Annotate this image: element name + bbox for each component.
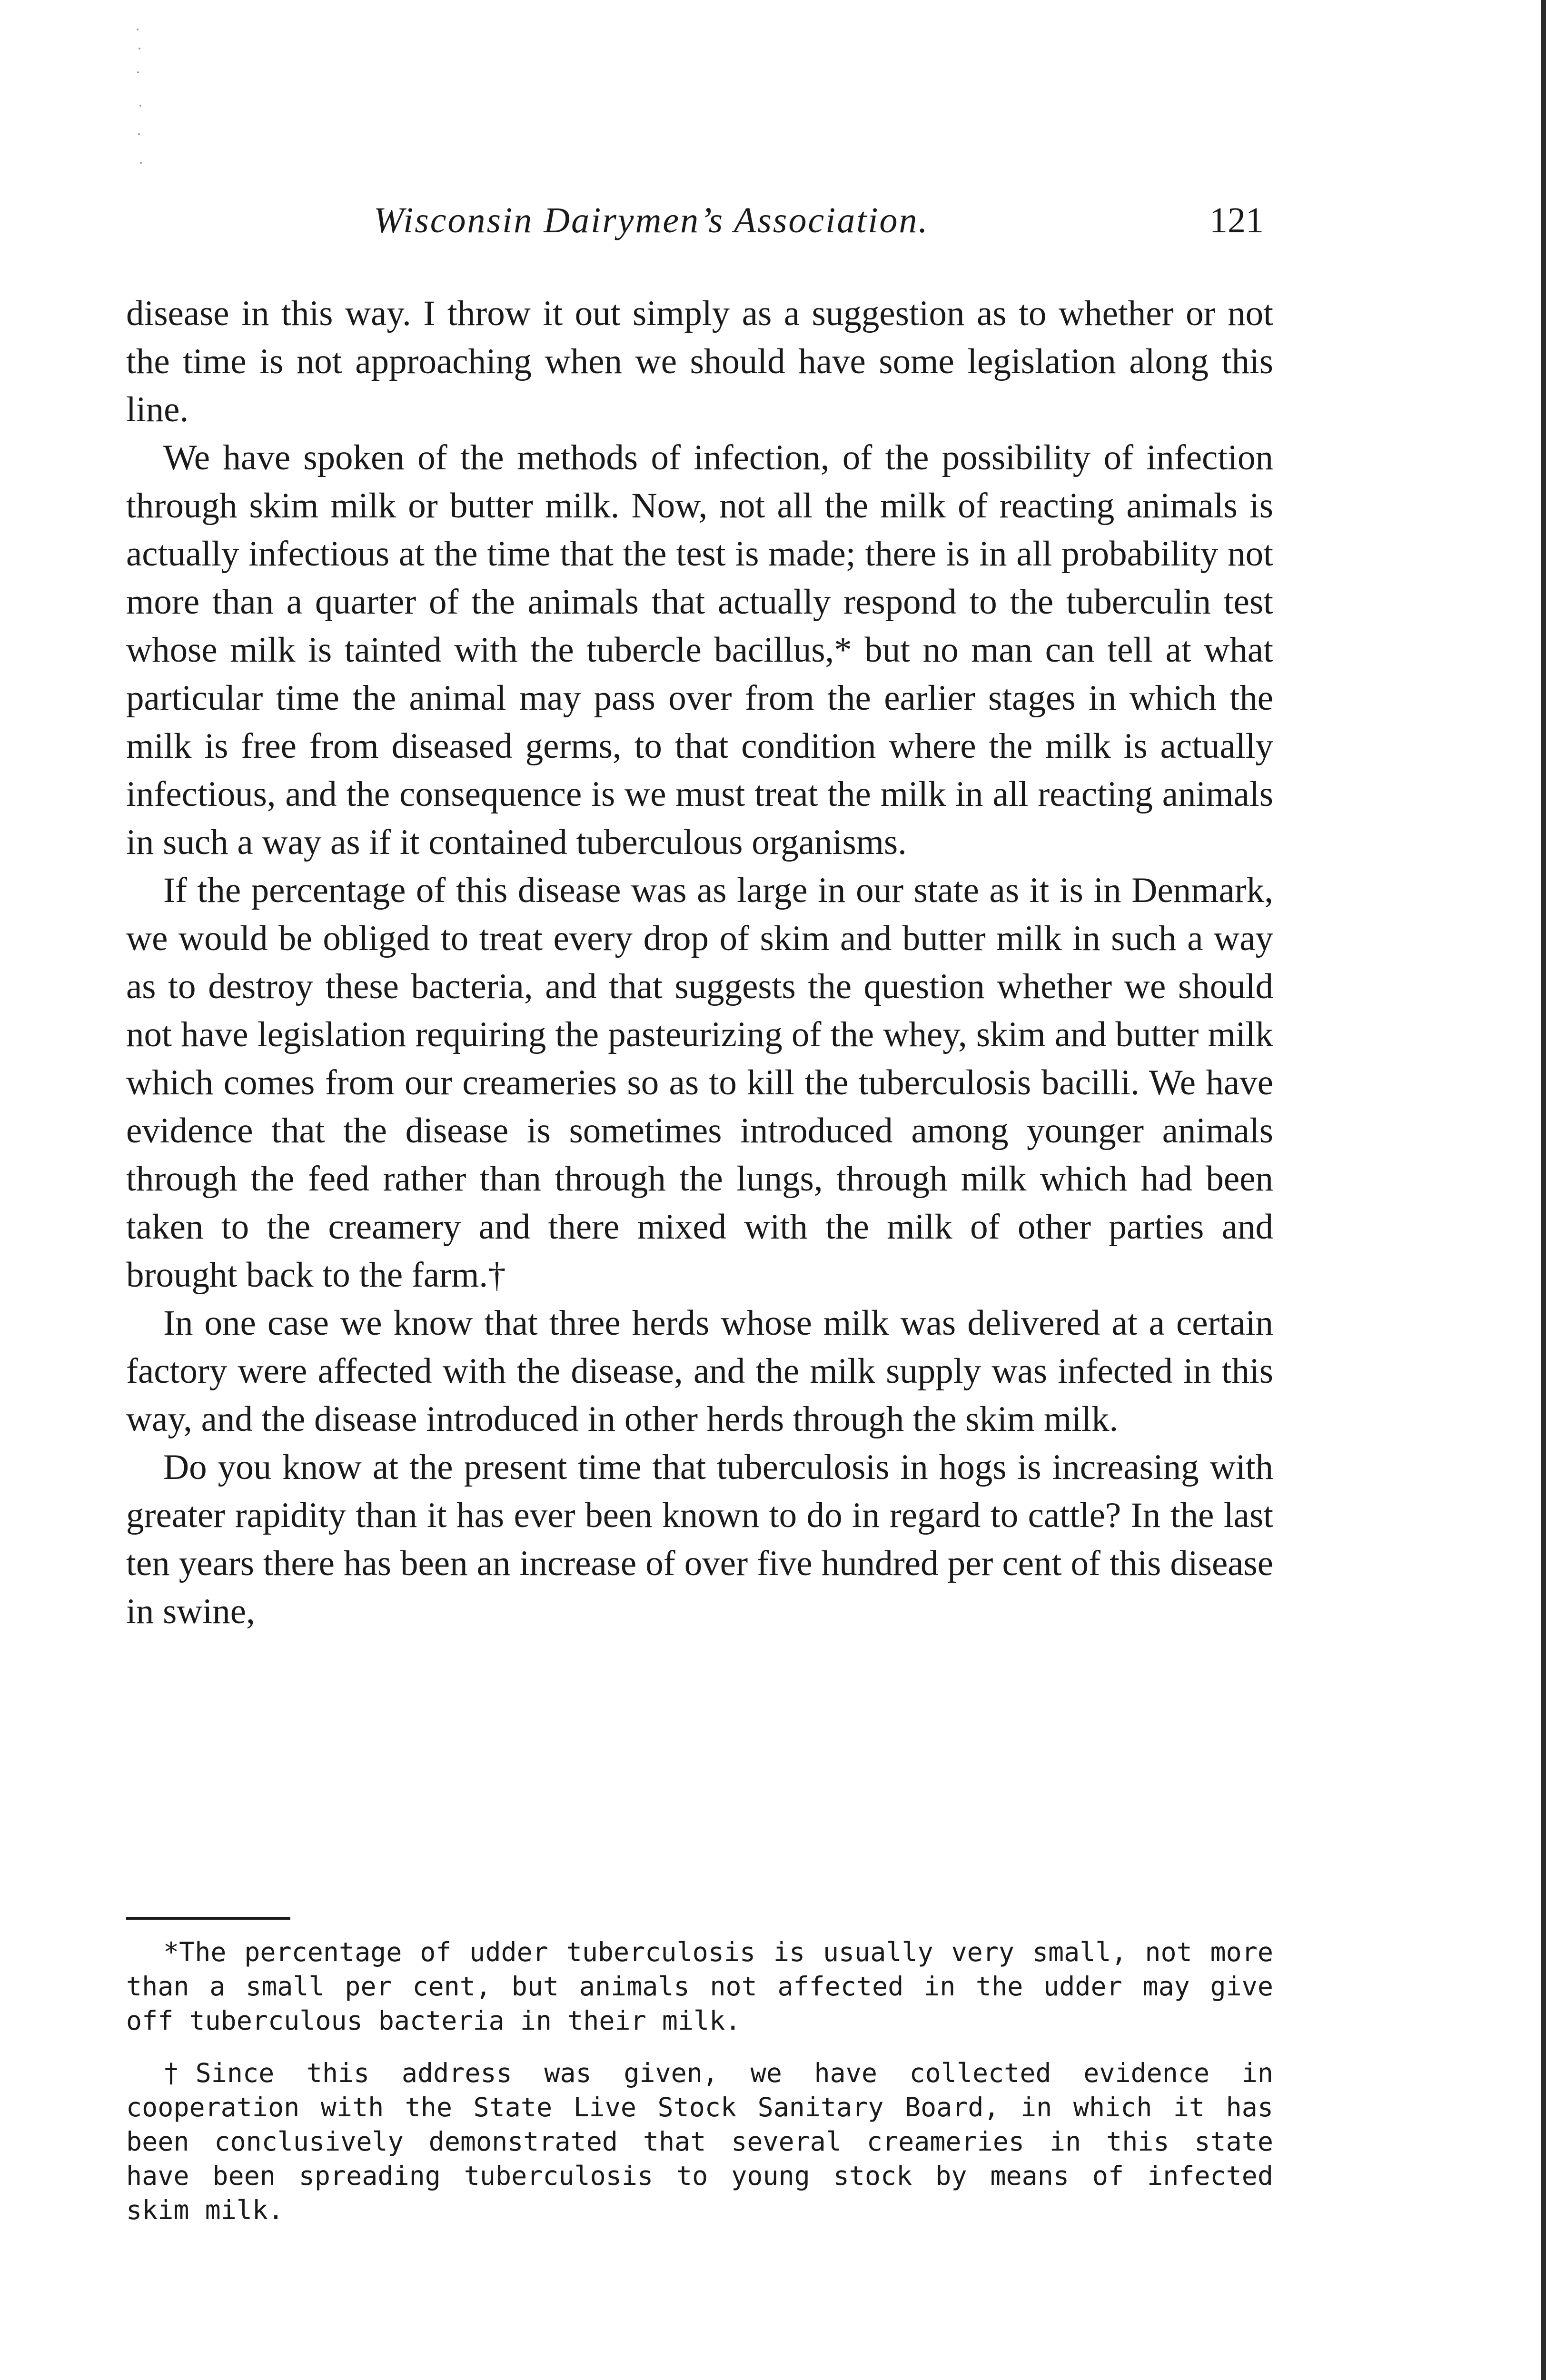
paragraph: In one case we know that three herds whose milk was delivered at a certain factory were affected with the disease, and the milk supply was infected in this way, and the disease introduced in other herds through the skim milk.	[126, 1303, 1273, 1439]
footnote-asterisk: *The percentage of udder tuberculosis is usually very small, not more than a small per cent, but animals not affected in the udder may give off tuberculous bacteria in their milk.	[126, 1937, 1273, 2036]
scan-edge-shadow	[1541, 0, 1546, 2380]
footnote-dagger: †Since this address was given, we have collected evidence in cooperation with the State Live Stock Sanitary Board, in which it has been conclusively demonstrated that several creameries in this state have been spreading tuberculosis to young stock by means of infected skim milk.	[126, 2058, 1273, 2225]
paragraph-continued: disease in this way. I throw it out simply as a suggestion as to whether or not the time is not approaching when we should have some legislation along this line.	[126, 294, 1273, 429]
page-number: 121	[1209, 200, 1264, 240]
footnote-rule	[126, 1917, 290, 1920]
paragraph: We have spoken of the methods of infection, of the possibility of infection through skim milk or butter milk. Now, not all the milk of reacting animals is actually infectious at the time that the test is made; there is in all probability not more than a quarter of the animals that actually respond to the tuberculin test whose milk is tainted with the tubercle bacillus,* but no man can tell at what particular time the animal may pass over from the earlier stages in which the milk is free from diseased germs, to that condition where the milk is actually infectious, and the consequence is we must treat the milk in all reacting animals in such a way as if it contained tuberculous organisms.	[126, 438, 1273, 862]
paragraph: If the percentage of this disease was as large in our state as it is in Denmark, we would be obliged to treat every drop of skim and butter milk in such a way as to destroy these bacteria, and that suggests the question whether we should not have legislation requiring the pasteurizing of the whey, skim and butter milk which comes from our creameries so as to kill the tuberculosis bacilli. We have evidence that the disease is sometimes introduced among younger animals through the feed rather than through the lungs, through milk which had been taken to the creamery and there mixed with the milk of other parties and brought back to the farm.†	[126, 871, 1273, 1295]
margin-specks	[136, 29, 145, 171]
paragraph: Do you know at the present time that tuberculosis in hogs is increasing with greater rapidity than it has ever been known to do in regard to cattle? In the last ten years there has been an increase of over five hundred per cent of this disease in swine,	[126, 1448, 1273, 1631]
body-text	[126, 289, 1273, 1636]
footnotes	[126, 1935, 1273, 2227]
running-title: Wisconsin Dairymen’s Association.	[374, 200, 929, 240]
running-head	[126, 193, 1273, 250]
